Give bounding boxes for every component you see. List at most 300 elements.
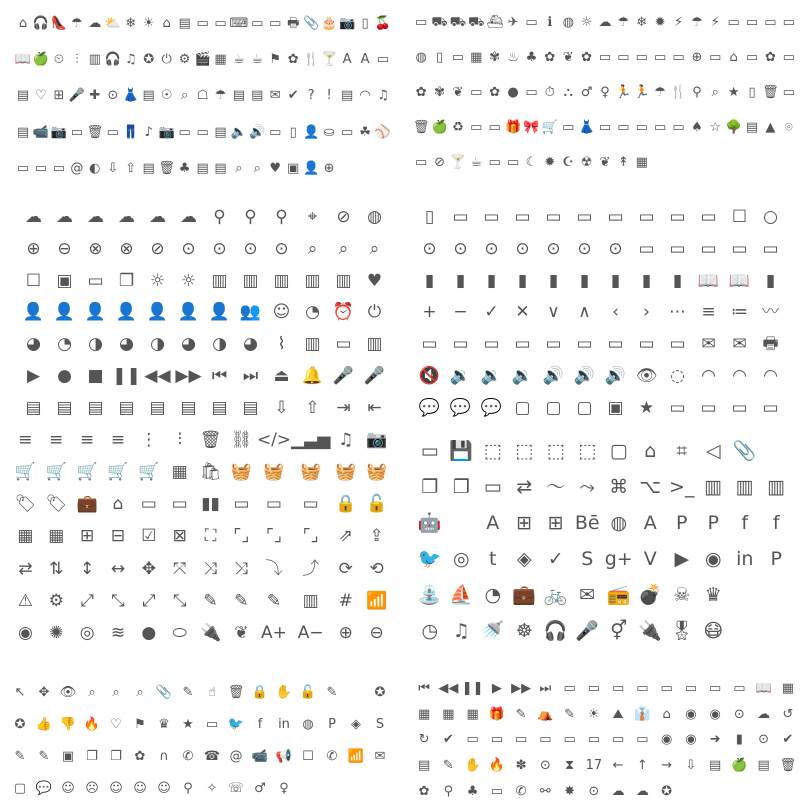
sprite-icon: 🚿 [480, 619, 505, 642]
sprite-icon: 🗑 [762, 84, 779, 100]
sprite-icon: 👤 [115, 302, 138, 323]
sprite-icon: ⌂ [644, 439, 657, 462]
sprite-icon: 🍒 [374, 15, 392, 31]
sprite-icon: ▭ [708, 681, 722, 697]
sprite-icon: ▮ [548, 270, 559, 291]
sprite-icon: ▦ [442, 706, 455, 722]
sprite-icon: 〰 [762, 302, 779, 323]
sprite-icon: ↟ [617, 154, 629, 170]
sprite-icon: f [257, 716, 263, 732]
sprite-icon: ⟳ [338, 558, 353, 579]
sprite-icon: ☂ [71, 15, 83, 31]
sprite-icon: 🔒 [251, 684, 269, 700]
sprite-icon: ▭ [782, 49, 795, 65]
sprite-icon: ▮ [735, 732, 743, 748]
sprite-icon: ⌜⌟ [233, 526, 250, 547]
sprite-icon: 📹 [32, 124, 50, 140]
sprite-icon: ◔ [305, 302, 320, 323]
icon-grid [412, 680, 800, 800]
sprite-icon: ✉ [701, 334, 716, 355]
sprite-icon: ↕ [80, 558, 95, 579]
sprite-icon: 📎 [155, 684, 173, 700]
sprite-icon: ▭ [514, 207, 531, 228]
sprite-icon: A [643, 511, 657, 534]
sprite-icon: ◁ [705, 439, 721, 462]
sprite-icon: ⏲ [53, 52, 64, 68]
sprite-icon: ▭ [562, 119, 575, 135]
sprite-icon: ☢ [580, 154, 593, 170]
sprite-icon: ▦ [466, 706, 479, 722]
sprite-icon: ▢ [609, 439, 628, 462]
sprite-icon: 🏃 [633, 84, 650, 100]
sprite-icon: ❦ [234, 623, 249, 644]
sprite-icon: 📢 [275, 748, 293, 764]
sprite-icon: ▥ [366, 334, 383, 355]
sprite-icon: ▥ [335, 270, 352, 291]
sprite-icon: ⇧ [125, 161, 137, 177]
sprite-icon: › [643, 302, 650, 323]
sprite-icon: >_ [669, 475, 695, 498]
sprite-icon: 🧺 [263, 461, 285, 482]
sprite-icon: ▤ [142, 161, 155, 177]
sprite-icon: ⚯ [539, 783, 551, 799]
sprite-icon: ▭ [617, 119, 630, 135]
sprite-icon: ▭ [636, 732, 649, 748]
sprite-icon: ▭ [700, 239, 717, 260]
sprite-icon: ● [57, 365, 72, 386]
sprite-icon: ♫ [377, 88, 389, 104]
sprite-icon: ⧗ [565, 758, 575, 774]
sprite-icon: ▤ [745, 119, 759, 135]
sprite-icon: ❚❚ [112, 365, 141, 386]
sprite-icon: ▯ [435, 49, 444, 65]
sprite-icon: ⚠ [17, 591, 34, 612]
sprite-icon: 👥 [239, 302, 262, 323]
sprite-icon: ◔ [484, 583, 502, 606]
sprite-icon: ☁ [635, 783, 649, 799]
sprite-icon: ✓ [547, 547, 564, 570]
icon-panel-4 [414, 208, 786, 418]
sprite-icon: ▤ [242, 397, 259, 418]
sprite-icon: ⊙ [484, 239, 499, 260]
sprite-icon: ✎ [442, 758, 454, 774]
sprite-icon: ● [507, 84, 519, 100]
sprite-icon: ▤ [25, 397, 42, 418]
sprite-icon: ‹ [612, 302, 619, 323]
sprite-icon: ⊘ [336, 207, 351, 228]
sprite-icon: 📖 [755, 681, 772, 697]
sprite-icon: ♫ [338, 429, 354, 450]
sprite-icon: ⇪ [369, 526, 384, 547]
sprite-icon: ⊕ [26, 239, 41, 260]
sprite-icon: ▭ [545, 334, 562, 355]
sprite-icon: ⇩ [107, 161, 119, 177]
sprite-icon: ▭ [576, 334, 593, 355]
sprite-icon: ▢ [576, 397, 593, 418]
sprite-icon: ◍ [562, 14, 574, 30]
icon-grid [10, 430, 392, 644]
sprite-icon: ☏ [227, 780, 245, 796]
sprite-icon: ❐ [110, 748, 122, 764]
sprite-icon: ∧ [578, 302, 591, 323]
sprite-icon: ⛟ [468, 14, 485, 30]
sprite-icon: ⛅ [104, 15, 121, 31]
sprite-icon: 🗑 [779, 758, 797, 774]
sprite-icon: ⊙ [588, 783, 600, 799]
sprite-icon: ≡ [18, 429, 33, 450]
sprite-icon: ▭ [700, 207, 717, 228]
sprite-icon: ⇩ [274, 397, 289, 418]
sprite-icon: ▭ [635, 49, 648, 65]
sprite-icon: ⤨ [203, 558, 218, 579]
sprite-icon: P [707, 511, 719, 534]
sprite-icon: ▭ [672, 49, 685, 65]
sprite-icon: 👤 [53, 302, 76, 323]
sprite-icon: ▭ [483, 207, 500, 228]
sprite-icon: ⇩ [685, 758, 697, 774]
sprite-icon: ◈ [351, 716, 361, 732]
sprite-icon: 📻 [606, 583, 631, 606]
sprite-icon: ⟲ [369, 558, 384, 579]
sprite-icon: ✓ [484, 302, 499, 323]
sprite-icon: ◑ [88, 334, 103, 355]
sprite-icon: ◠ [359, 88, 371, 104]
sprite-icon: f [741, 511, 749, 534]
sprite-icon: ▭ [731, 397, 748, 418]
sprite-icon: ☕ [251, 52, 264, 68]
sprite-icon: ✿ [134, 748, 146, 764]
sprite-icon: ✿ [764, 49, 776, 65]
sprite-icon: ↔ [110, 558, 126, 579]
sprite-icon: ⌾ [784, 119, 793, 135]
sprite-icon: ▤ [16, 88, 30, 104]
sprite-icon: ♡ [110, 716, 122, 732]
sprite-icon: ▭ [684, 681, 698, 697]
sprite-icon: ○ [763, 207, 778, 228]
sprite-icon: 🔊 [573, 365, 596, 386]
icon-panel-3 [18, 208, 390, 418]
sprite-icon: ⊗ [88, 239, 103, 260]
sprite-icon: 💣 [638, 583, 663, 606]
sprite-icon: ▭ [727, 14, 740, 30]
sprite-icon: ☺ [61, 780, 75, 796]
sprite-icon: ◀◀ [144, 365, 171, 386]
sprite-icon: ≔ [731, 302, 748, 323]
sprite-icon: ▭ [451, 49, 465, 65]
sprite-icon: @ [229, 748, 243, 764]
sprite-icon: ☁ [25, 207, 42, 228]
sprite-icon: ▤ [178, 15, 191, 31]
sprite-icon: ⏻ [367, 302, 382, 323]
sprite-icon: ▭ [709, 49, 722, 65]
sprite-icon: 🎬 [194, 52, 211, 68]
sprite-icon: ▭ [269, 124, 282, 140]
sprite-icon: 👁 [59, 684, 77, 700]
sprite-icon: ▭ [421, 334, 438, 355]
sprite-icon: ⊙ [181, 239, 196, 260]
sprite-icon: ◕ [26, 334, 41, 355]
sprite-icon: 🎂 [321, 15, 338, 31]
sprite-icon: ⏻ [161, 52, 172, 68]
sprite-icon: 💬 [480, 397, 503, 418]
sprite-icon: ♡ [35, 88, 47, 104]
sprite-icon: 🎀 [523, 119, 540, 135]
sprite-icon: ⊙ [539, 758, 551, 774]
sprite-icon: ♠ [691, 119, 703, 135]
sprite-icon: ✋ [464, 758, 481, 774]
sprite-icon: ⛴ [486, 14, 503, 30]
sprite-icon: ⛶ [204, 526, 217, 547]
sprite-icon: ✾ [434, 84, 446, 100]
sprite-icon: 🎧 [104, 52, 121, 68]
sprite-icon: ← [612, 758, 624, 774]
sprite-icon: ⤧ [172, 558, 187, 579]
sprite-icon: ✕ [515, 302, 530, 323]
sprite-icon: ▮ [765, 270, 776, 291]
sprite-icon: ⌕ [369, 239, 380, 260]
sprite-icon: ◠ [732, 365, 747, 386]
sprite-icon: ☐ [731, 207, 748, 228]
sprite-icon: ▭ [415, 154, 428, 170]
sprite-icon: 📖 [697, 270, 720, 291]
sprite-icon: ♣ [525, 49, 538, 65]
sprite-icon: ⏮ [211, 365, 228, 386]
sprite-icon: ◉ [704, 547, 722, 570]
sprite-icon: ▭ [607, 334, 624, 355]
sprite-icon: ✎ [182, 684, 194, 700]
sprite-icon: ☁ [149, 207, 166, 228]
icon-panel-6 [414, 438, 792, 644]
sprite-icon: 👗 [122, 88, 139, 104]
sprite-icon: 🗑 [199, 429, 222, 450]
sprite-icon: ⌗ [676, 439, 688, 462]
sprite-icon: ◠ [701, 365, 716, 386]
sprite-icon: ◍ [415, 49, 427, 65]
sprite-icon: ≡ [701, 302, 716, 323]
sprite-icon: ♀ [279, 780, 289, 796]
sprite-icon: ⬭ [172, 623, 187, 644]
sprite-icon: ≡ [49, 429, 64, 450]
sprite-icon: ▭ [302, 494, 319, 515]
sprite-icon: ☐ [25, 270, 42, 291]
sprite-icon: ⌕ [235, 161, 243, 177]
sprite-icon: 🎧 [32, 15, 50, 31]
sprite-icon: ⛬ [563, 84, 573, 100]
sprite-icon: ▤ [417, 758, 431, 774]
sprite-icon: ⇗ [338, 526, 353, 547]
sprite-icon: ▭ [506, 154, 520, 170]
sprite-icon: ▤ [180, 397, 197, 418]
sprite-icon: 📎 [303, 15, 320, 31]
sprite-icon: ▭ [638, 239, 655, 260]
sprite-icon: 🌳 [725, 119, 742, 135]
sprite-icon: 🍸 [449, 154, 467, 170]
sprite-icon: ↺ [782, 706, 794, 722]
sprite-icon: A [486, 511, 500, 534]
sprite-icon: 👠 [50, 15, 67, 31]
sprite-icon: ≋ [110, 623, 126, 644]
sprite-icon: ✹ [654, 14, 666, 30]
sprite-icon: 🛒 [541, 119, 558, 135]
sprite-icon: 🎁 [488, 706, 505, 722]
sprite-icon: ⛲ [417, 583, 442, 606]
sprite-icon: ▶▶ [175, 365, 202, 386]
sprite-icon: ✎ [326, 684, 338, 700]
sprite-icon: ♨ [507, 49, 519, 65]
sprite-icon: ▭ [269, 15, 282, 31]
sprite-icon: ⌕ [307, 239, 318, 260]
sprite-icon: ▭ [452, 334, 469, 355]
sprite-icon: ⬚ [578, 439, 597, 462]
sprite-icon: ↖ [14, 684, 26, 700]
sprite-icon: ▭ [733, 681, 746, 697]
sprite-icon: ◕ [119, 334, 134, 355]
sprite-icon: ▭ [669, 397, 686, 418]
sprite-icon: ◉ [660, 732, 673, 748]
sprite-icon: # [338, 591, 353, 612]
sprite-icon: ✔ [287, 88, 299, 104]
sprite-icon: 🗑 [86, 124, 104, 140]
sprite-icon: 🔊 [249, 124, 266, 140]
sprite-icon: ▢ [545, 397, 562, 418]
sprite-icon: ⇧ [305, 397, 320, 418]
sprite-icon: ⊙ [608, 239, 623, 260]
sprite-icon: ⚲ [443, 783, 454, 799]
sprite-icon: 🔊 [604, 365, 627, 386]
sprite-icon: ⊖ [369, 623, 384, 644]
sprite-icon: ▢ [13, 780, 27, 796]
sprite-icon: ◍ [610, 511, 628, 534]
sprite-icon: ◀◀ [438, 681, 459, 697]
sprite-icon: ☐ [302, 748, 314, 764]
sprite-icon: ▭ [587, 681, 601, 697]
sprite-icon: ✿ [418, 783, 430, 799]
sprite-icon: ⌜⌟ [302, 526, 319, 547]
sprite-icon: ▯ [748, 84, 756, 100]
sprite-icon: 📷 [365, 429, 388, 450]
sprite-icon: ♂ [254, 780, 266, 796]
sprite-icon: ⊞ [547, 511, 564, 534]
sprite-icon: ▦ [417, 706, 431, 722]
sprite-icon: ▭ [745, 14, 759, 30]
sprite-icon: ⚥ [610, 619, 628, 642]
sprite-icon: ✔ [442, 732, 454, 748]
sprite-icon: 👤 [208, 302, 231, 323]
sprite-icon: ☺ [133, 780, 147, 796]
sprite-icon: 🍏 [431, 119, 448, 135]
sprite-icon: ⌂ [729, 49, 738, 65]
sprite-icon: ✆ [326, 748, 338, 764]
sprite-icon: ⌂ [162, 15, 171, 31]
sprite-icon: ∩ [159, 748, 169, 764]
sprite-icon: ▮ [672, 270, 683, 291]
sprite-icon: ◌ [670, 365, 685, 386]
sprite-icon: ☺ [109, 780, 123, 796]
sprite-icon: ◎ [452, 547, 470, 570]
sprite-icon: 🔥 [83, 716, 101, 732]
sprite-icon: ▭ [514, 334, 531, 355]
sprite-icon: 👔 [634, 706, 651, 722]
sprite-icon: ⛀ [323, 124, 335, 140]
sprite-icon: ▶ [26, 365, 41, 386]
sprite-icon: ∨ [547, 302, 560, 323]
sprite-icon: ▭ [611, 681, 625, 697]
sprite-icon: ✎ [203, 591, 218, 612]
sprite-icon: ⊞ [53, 88, 65, 104]
sprite-icon: ⛺ [537, 706, 554, 722]
sprite-icon: ☎ [203, 748, 221, 764]
sprite-icon: ✎ [38, 748, 50, 764]
sprite-icon: ▤ [211, 397, 228, 418]
sprite-icon: ⌇ [277, 334, 286, 355]
sprite-icon: ✿ [489, 84, 501, 100]
sprite-icon: ↻ [418, 732, 430, 748]
sprite-icon: Bē [574, 511, 600, 534]
sprite-icon: 💬 [449, 397, 472, 418]
sprite-icon: 🔉 [449, 365, 472, 386]
sprite-icon: ☀ [588, 706, 600, 722]
sprite-icon: ▣ [56, 270, 73, 291]
sprite-icon: ⛟ [431, 14, 448, 30]
sprite-icon: ▭ [70, 124, 83, 140]
sprite-icon: 📖 [14, 52, 32, 68]
sprite-icon: ▭ [488, 119, 501, 135]
sprite-icon: 🛒 [45, 461, 67, 482]
sprite-icon: ✆ [515, 783, 527, 799]
sprite-icon: ✪ [374, 684, 386, 700]
sprite-icon: g+ [604, 547, 633, 570]
sprite-icon: 💼 [76, 494, 98, 515]
sprite-icon: 〜 [546, 475, 566, 498]
sprite-icon: ☺ [272, 302, 291, 323]
sprite-icon: ⛵ [449, 583, 474, 606]
sprite-icon: ✎ [515, 706, 527, 722]
sprite-icon: ⌕ [338, 239, 349, 260]
sprite-icon: ✹ [544, 154, 556, 170]
sprite-icon: A [342, 52, 352, 68]
sprite-icon: ⌂ [18, 15, 28, 31]
sprite-icon: ▭ [563, 732, 576, 748]
sprite-icon: ⊞ [80, 526, 95, 547]
sprite-icon: 💼 [512, 583, 537, 606]
sprite-icon: ♛ [158, 716, 170, 732]
sprite-icon: ☁ [56, 207, 73, 228]
sprite-icon: ▭ [607, 207, 624, 228]
sprite-icon: ⌕ [136, 684, 144, 700]
sprite-icon: ▦ [171, 461, 188, 482]
sprite-icon: ⚲ [183, 780, 193, 796]
sprite-icon: ★ [727, 84, 740, 100]
sprite-icon: ▭ [525, 14, 538, 30]
sprite-icon: ✎ [266, 591, 282, 612]
sprite-icon: ☼ [580, 14, 593, 30]
sprite-icon: ♣ [466, 783, 479, 799]
sprite-icon: 🔉 [511, 365, 534, 386]
sprite-icon: ✿ [415, 84, 427, 100]
sprite-icon: ▭ [653, 119, 667, 135]
sprite-icon: f [772, 511, 780, 534]
sprite-icon: ▭ [563, 681, 576, 697]
sprite-icon: ▭ [251, 15, 264, 31]
sprite-icon: ▣ [61, 748, 75, 764]
sprite-icon: ❐ [421, 475, 439, 498]
sprite-icon: ☉ [160, 88, 173, 104]
sprite-icon: ▭ [617, 49, 630, 65]
sprite-icon: ♀ [600, 84, 610, 100]
sprite-icon: ▤ [87, 397, 104, 418]
sprite-icon: ▮ [424, 270, 435, 291]
sprite-icon: ☀ [142, 15, 155, 31]
